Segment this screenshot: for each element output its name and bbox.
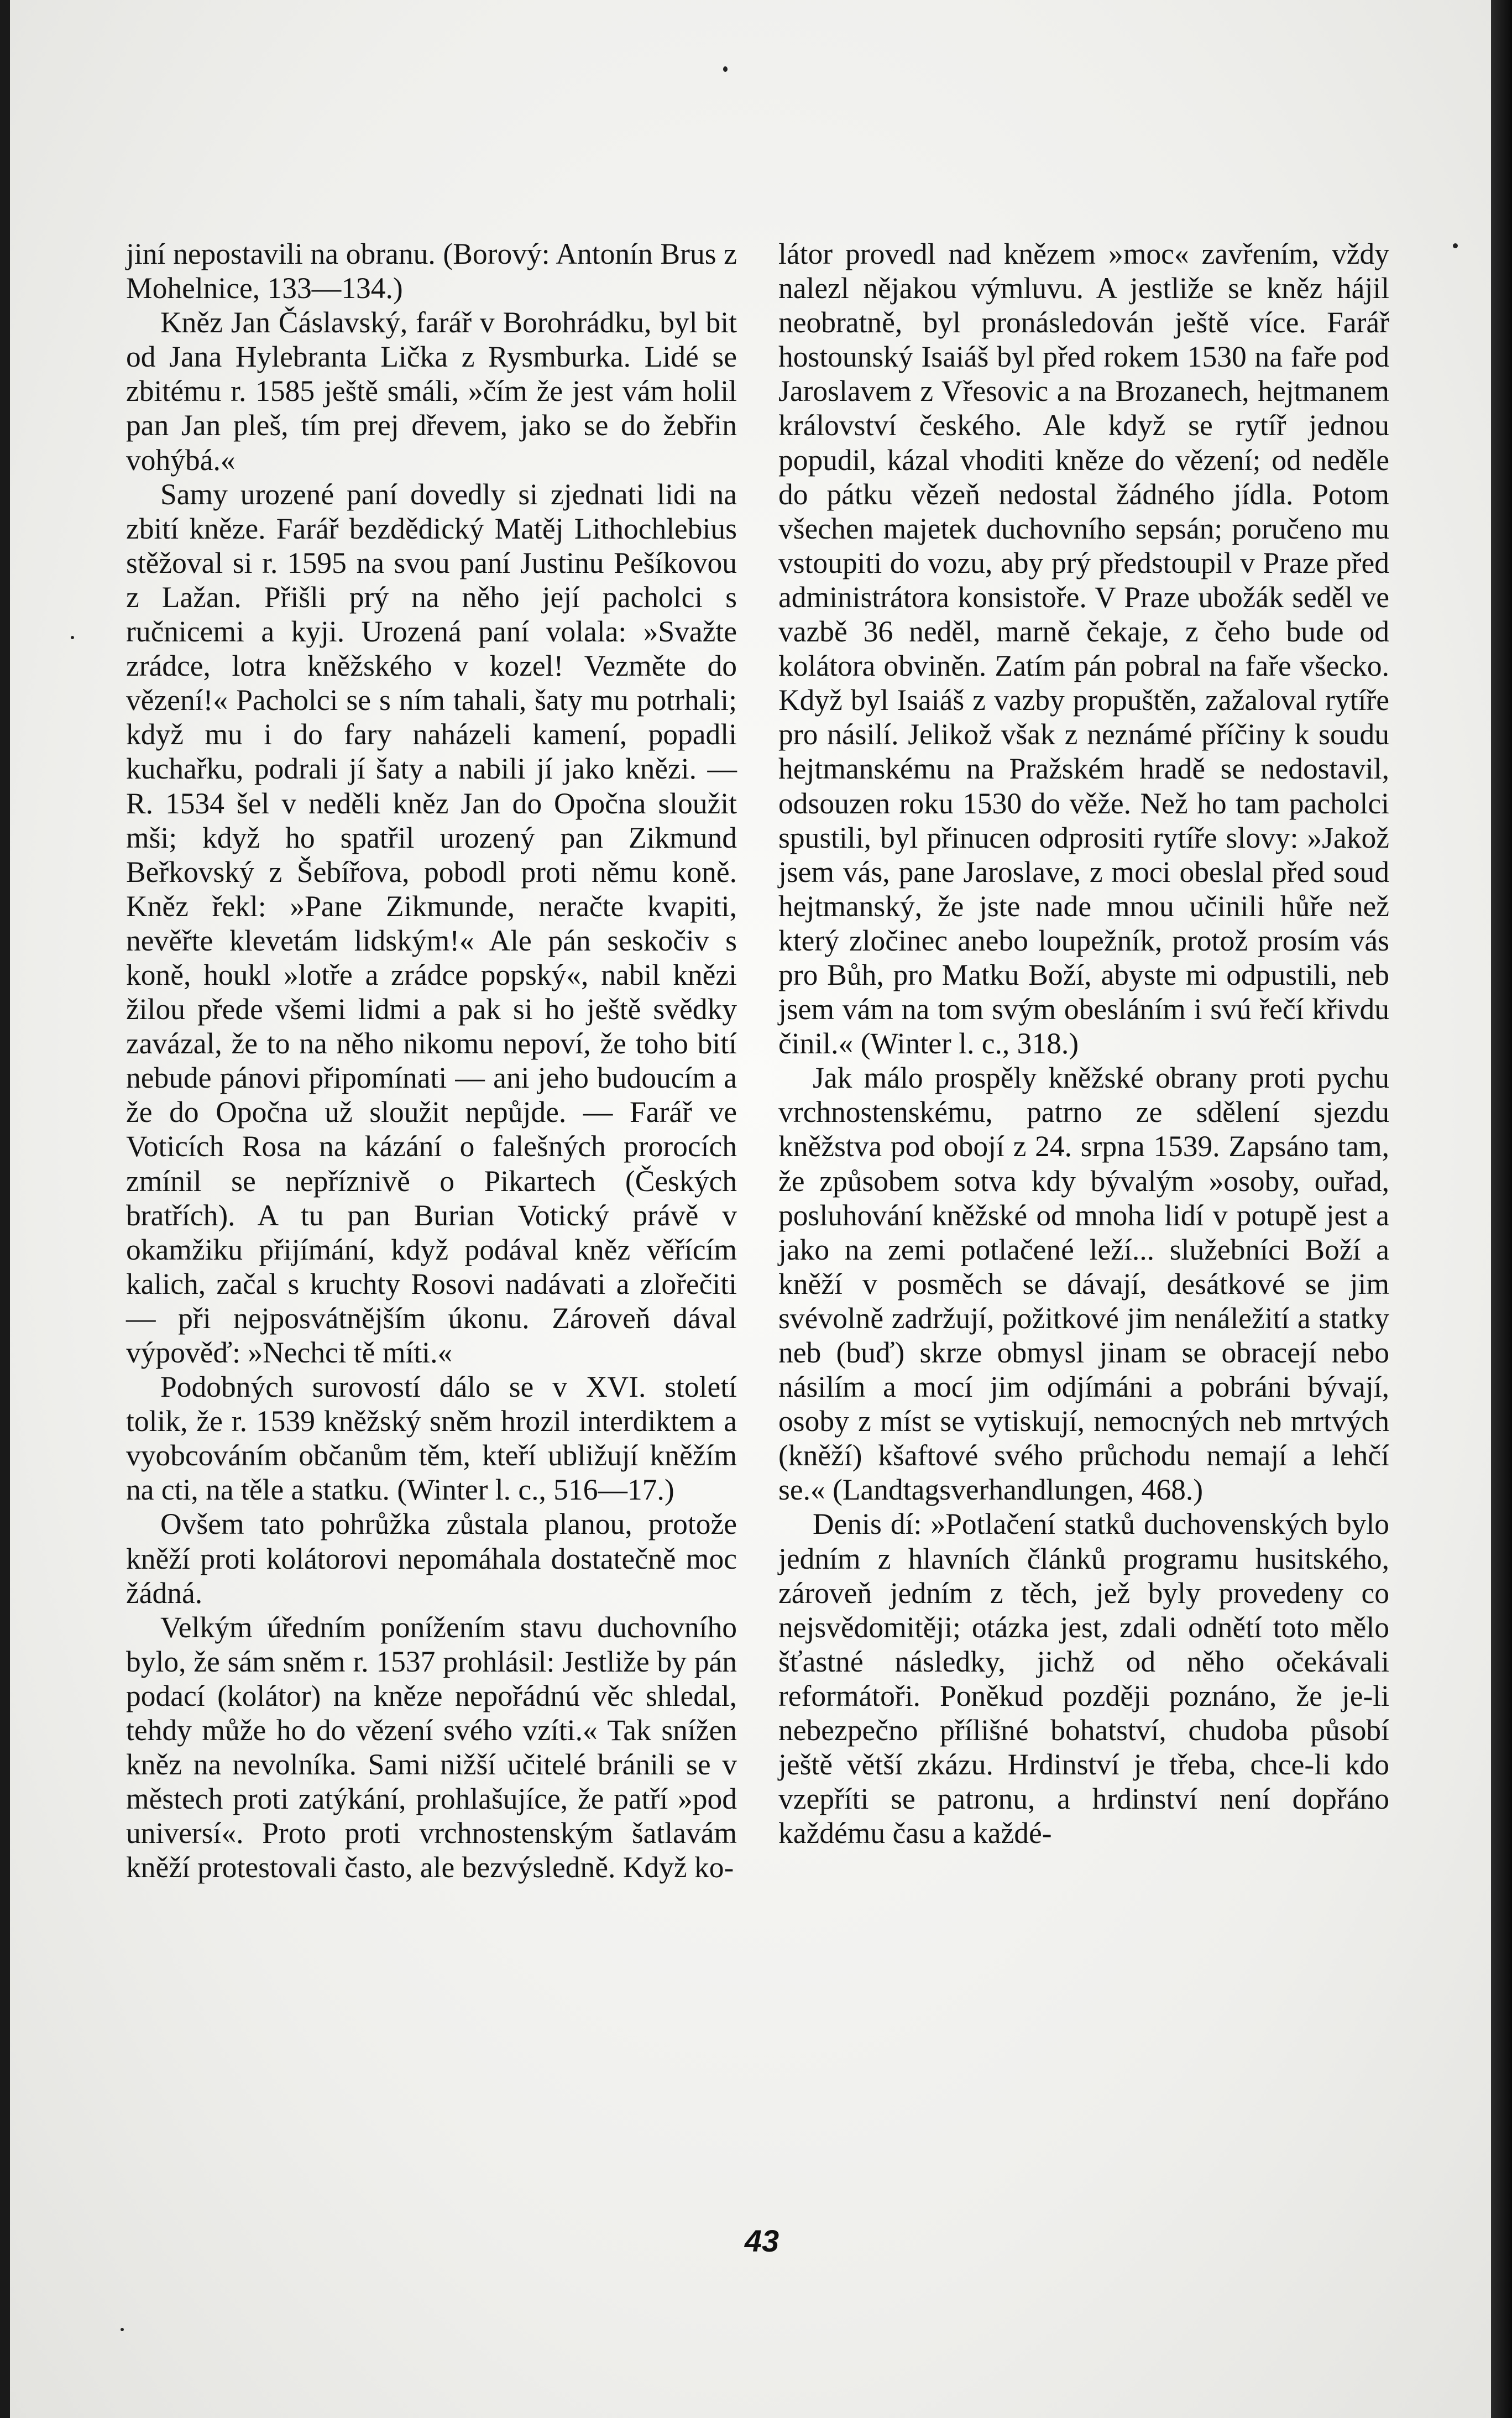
left-column [126,237,737,1885]
dust-speck [723,66,728,72]
dust-speck [121,2328,124,2331]
book-page [10,0,1503,2418]
paragraph: látor provedl nad knězem »moc« zavřením, vždy nalezl nějakou výmluvu. A jestliže se kněz hájil neobratně, byl pronásledován ještě více. Farář hostounský Isaiáš byl před rokem 1530 na faře pod Jaroslavem z Vřesovic a na Brozanech, hejtmanem království českého. Ale když se rytíř jednou popudil, kázal vhoditi kněze do vězení; od neděle do pátku vězeň nedostal žádného jídla. Potom všechen majetek duchovního sepsán; poručeno mu vstoupiti do vozu, aby prý předstoupil v Praze před administrátora konsistoře. V Praze ubožák seděl ve vazbě 36 neděl, marně čekaje, z čeho bude od kolátora obviněn. Zatím pán pobral na faře všecko. Když byl Isaiáš z vazby propuštěn, zažaloval rytíře pro násilí. Jelikož však z neznámé příčiny k soudu hejtmanskému na Pražském hradě se nedostavil, odsouzen roku 1530 do věže. Než ho tam pacholci spustili, byl přinucen odprositi rytíře slovy: »Jakož jsem vás, pane Jaroslave, z moci obeslal před soud hejtmanský, že jste nade mnou učinili hůře než který zločinec anebo loupežník, protož prosím vás pro Bůh, pro Matku Boží, abyste mi odpustili, neb jsem vám na tom svým obesláním i svú řečí křivdu činil.« (Winter l. c., 318.) [778,237,1389,1061]
paragraph: Samy urozené paní dovedly si zjednati lidi na zbití kněze. Farář bezdědický Matěj Lithochlebius stěžoval si r. 1595 na svou paní Justinu Pešíkovou z Lažan. Přišli prý na něho její pacholci s ručnicemi a kyji. Urozená paní volala: »Svažte zrádce, lotra kněžského v kozel! Vezměte do vězení!« Pacholci se s ním tahali, šaty mu potrhali; když mu i do fary naházeli kamení, popadli kuchařku, podrali jí šaty a nabili jí jako knězi. — R. 1534 šel v neděli kněz Jan do Opočna sloužit mši; když ho spatřil urozený pan Zikmund Beřkovský z Šebířova, pobodl proti němu koně. Kněz řekl: »Pane Zikmunde, neračte kvapiti, nevěřte klevetám lidským!« Ale pán seskočiv s koně, houkl »lotře a zrádce popský«, nabil knězi žilou přede všemi lidmi a pak si ho ještě svědky zavázal, že to na něho nikomu nepoví, že toho bití nebude pánovi připomínati — ani jeho budoucím a že do Opočna už sloužit nepůjde. — Farář ve Voticích Rosa na kázání o falešných prorocích zmínil se nepříznivě o Pikartech (Českých bratřích). A tu pan Burian Votický právě v okamžiku přijímání, když podával kněz věřícím kalich, začal s kruchty Rosovi nadávati a zlořečiti — při nejposvátnějším úkonu. Zároveň dával výpověď: »Nechci tě míti.« [126,477,737,1369]
dust-speck [71,636,74,639]
dust-speck [1453,243,1458,248]
page-edge-right [1491,0,1512,2418]
paragraph: jiní nepostavili na obranu. (Borový: Antonín Brus z Mohelnice, 133—134.) [126,237,737,305]
right-column [778,237,1389,1850]
paragraph: Jak málo prospěly kněžské obrany proti pychu vrchnostenskému, patrno ze sdělení sjezdu kněžstva pod obojí z 24. srpna 1539. Zapsáno tam, že způsobem sotva kdy bývalým »osoby, ouřad, posluhování kněžské od mnoha lidí v potupě jest a jako na zemi potlačené leží... služebníci Boží a kněží v posměch se dávají, desátkové se jim svévolně zadržují, požitkové jim nenáležití a statky neb (buď) skrze obmysl jinam se obracejí nebo násilím a mocí jim odjímáni a pobráni bývají, osoby z míst se vytiskují, nemocných neb mrtvých (kněží) kšaftové svého průchodu nemají a lehčí se.« (Landtagsverhandlungen, 468.) [778,1061,1389,1507]
paragraph: Podobných surovostí dálo se v XVI. století tolik, že r. 1539 kněžský sněm hrozil interdiktem a vyobcováním občanům těm, kteří ubližují kněžím na cti, na těle a statku. (Winter l. c., 516—17.) [126,1370,737,1507]
paragraph: Ovšem tato pohrůžka zůstala planou, protože kněží proti kolátorovi nepomáhala dostatečně moc žádná. [126,1507,737,1610]
page-edge-left [0,0,10,2418]
page-number: 43 [744,2223,779,2258]
paragraph: Kněz Jan Čáslavský, farář v Borohrádku, byl bit od Jana Hylebranta Lička z Rysmburka. Lidé se zbitému r. 1585 ještě smáli, »čím že jest vám holil pan Jan pleš, tím prej dřevem, jako se do žebřin vohýbá.« [126,306,737,477]
paragraph: Denis dí: »Potlačení statků duchovenských bylo jedním z hlavních článků programu husitského, zároveň jedním z těch, jež byly provedeny co nejsvědomitěji; otázka jest, zdali odnětí toto mělo šťastné následky, jichž od něho očekávali reformátoři. Poněkud později poznáno, že je-li nebezpečno přílišné bohatství, chudoba působí ještě větší zkázu. Hrdinství je třeba, chce-li kdo vzepříti se patronu, a hrdinství není dopřáno každému času a každé- [778,1507,1389,1850]
paragraph: Velkým úředním ponížením stavu duchovního bylo, že sám sněm r. 1537 prohlásil: Jestliže by pán podací (kolátor) na kněze nepořádnú věc shledal, tehdy může ho do vězení svého vzíti.« Tak snížen kněz na nevolníka. Sami nižší učitelé bránili se v městech proti zatýkání, prohlašujíce, že patří »pod universí«. Proto proti vrchnostenským šatlavám kněží protestovali často, ale bezvýsledně. Když ko- [126,1610,737,1884]
